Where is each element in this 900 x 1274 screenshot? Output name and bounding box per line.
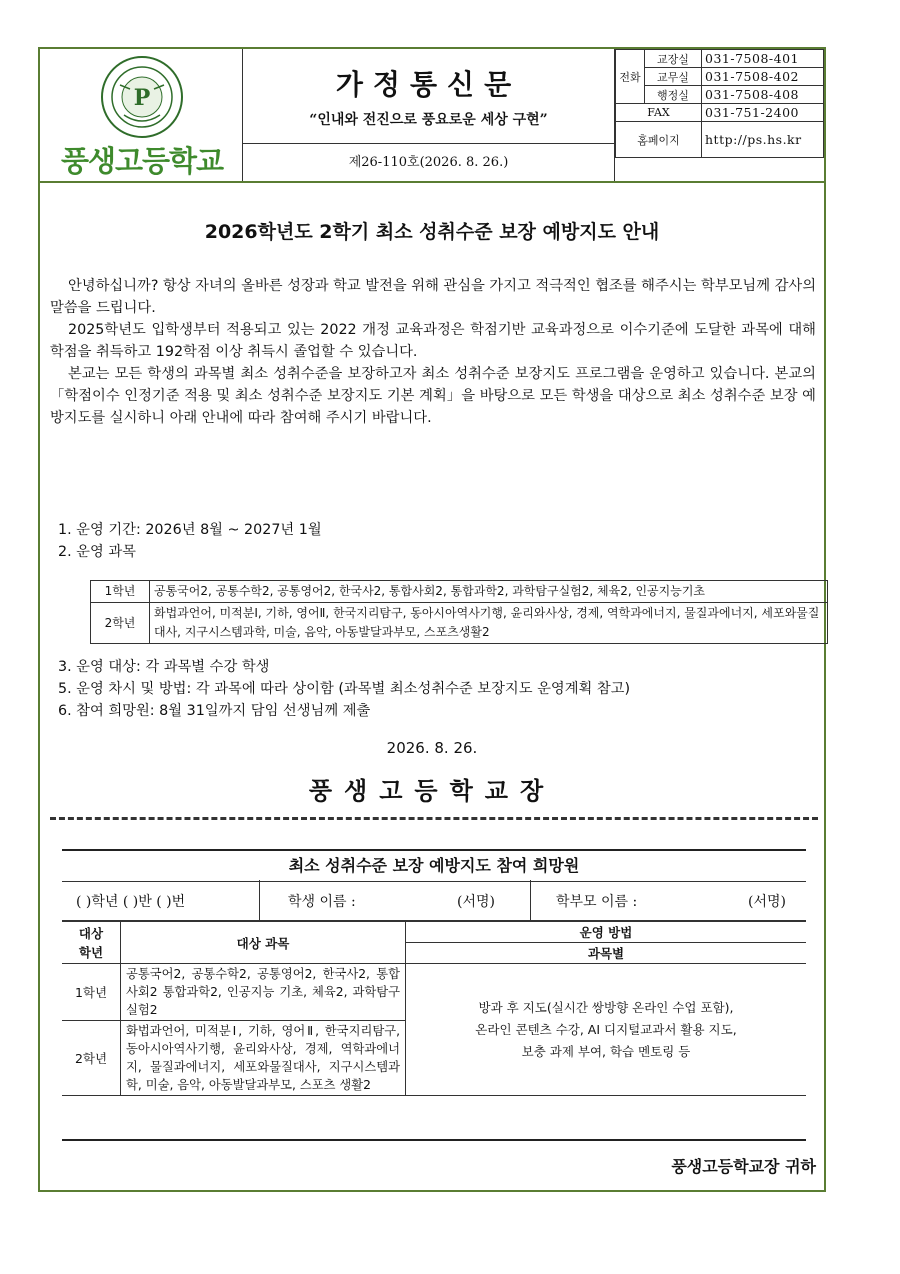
form-title: 최소 성취수준 보장 예방지도 참여 희망원 — [62, 849, 806, 882]
item-application: 6. 참여 희망원: 8월 31일까지 담임 선생님께 제출 — [58, 703, 371, 719]
student-info-row — [62, 880, 806, 921]
paragraph: 안녕하십니까? 항상 자녀의 올바른 성장과 학교 발전을 위해 관심을 가지고 적극적인 협조를 해주시는 학부모님께 감사의 말씀을 드립니다. — [50, 278, 816, 316]
method-header: 운영 방법 — [406, 922, 807, 943]
subjects-cell: 화법과언어, 미적분Ⅰ, 기하, 영어Ⅱ, 한국지리탐구, 동아시아역사기행, 윤리와사상, 경제, 역학과에너지, 물질과에너지, 세포와물질대사, 지구시스템과학, 미술, 음악, 아동발달과부모, 스포츠 생활2 — [121, 1021, 406, 1096]
subjects-cell: 공통국어2, 공통수학2, 공통영어2, 한국사2, 통합사회2 통합과학2, 인공지능 기초, 체육2, 과학탐구실험2 — [121, 964, 406, 1021]
notice-body — [50, 275, 816, 429]
logo-cell — [40, 49, 243, 181]
phone-label: 전화 — [616, 50, 645, 104]
notice-items-bottom — [58, 656, 630, 722]
paragraph: 2025학년도 입학생부터 적용되고 있는 2022 개정 교육과정은 학점기반 교육과정으로 이수기준에 도달한 과목에 대해 학점을 취득하고 192학점 이상 취득시 졸업할 수 있습니다. — [50, 322, 816, 360]
phone-number: 031-7508-408 — [702, 86, 824, 104]
application-table — [62, 921, 806, 1096]
class-number-field[interactable]: ( )학년 ( )반 ( )번 — [76, 894, 186, 910]
fax-label: FAX — [616, 104, 702, 122]
student-name-label: 학생 이름 : — [288, 894, 356, 910]
subjects-table — [90, 580, 828, 644]
office-label: 교장실 — [645, 50, 702, 68]
form-bottom-rule — [62, 1139, 806, 1141]
phone-number: 031-7508-402 — [702, 68, 824, 86]
homepage-label: 홈페이지 — [616, 122, 702, 158]
subject-header: 대상 과목 — [121, 922, 406, 964]
table-row — [62, 964, 806, 1021]
item-period: 1. 운영 기간: 2026년 8월 ~ 2027년 1월 — [58, 522, 322, 538]
svg-text:P: P — [133, 85, 151, 111]
cut-line — [50, 817, 818, 820]
newsletter-frame — [38, 47, 826, 1192]
grade-cell: 1학년 — [91, 581, 150, 603]
item-target: 3. 운영 대상: 각 과목별 수강 학생 — [58, 659, 270, 675]
grade-header-line: 학년 — [78, 944, 104, 960]
school-motto: “인내와 전진으로 풍요로운 세상 구현” — [309, 112, 548, 128]
grade-header — [62, 922, 121, 964]
homepage-link[interactable]: http://ps.hs.kr — [702, 122, 824, 158]
parent-name-label: 학부모 이름 : — [556, 894, 638, 910]
parent-sign-field[interactable]: (서명) — [748, 894, 786, 910]
item-method: 5. 운영 차시 및 방법: 각 과목에 따라 상이함 (과목별 최소성취수준 보장지도 운영계획 참고) — [58, 681, 631, 697]
issue-number: 제26-110호(2026. 8. 26.) — [243, 144, 615, 181]
subjects-cell: 화법과언어, 미적분Ⅰ, 기하, 영어Ⅱ, 한국지리탐구, 동아시아역사기행, 윤리와사상, 경제, 역학과에너지, 물질과에너지, 세포와물질대사, 지구시스템과학, 미술, 음악, 아동발달과부모, 스포츠생활2 — [150, 603, 828, 644]
grade-header-line: 대상 — [78, 925, 104, 941]
by-subject-header: 과목별 — [406, 943, 807, 964]
office-label: 교무실 — [645, 68, 702, 86]
phone-number: 031-7508-401 — [702, 50, 824, 68]
notice-title: 2026학년도 2학기 최소 성취수준 보장 예방지도 안내 — [204, 221, 660, 243]
notice-items-top — [58, 519, 322, 563]
paragraph: 본교는 모든 학생의 과목별 최소 성취수준을 보장하고자 최소 성취수준 보장지도 프로그램을 운영하고 있습니다. 본교의 「학점이수 인정기준 적용 및 최소 성취수준 보장지도 기본 계획」을 바탕으로 모든 학생을 대상으로 최소 성취수준 보장 예방지도를 실시하니 아래 안내에 따라 참여해 주시기 바랍니다. — [50, 366, 816, 426]
item-subjects: 2. 운영 과목 — [58, 544, 136, 560]
addressee: 풍생고등학교장 귀하 — [671, 1157, 816, 1176]
grade-cell: 1학년 — [62, 964, 121, 1021]
method-line: 방과 후 지도(실시간 쌍방향 온라인 수업 포함), — [478, 999, 734, 1015]
fax-number: 031-751-2400 — [702, 104, 824, 122]
letterhead — [40, 49, 824, 183]
method-line: 보충 과제 부여, 학습 멘토링 등 — [521, 1043, 691, 1059]
method-cell — [406, 964, 807, 1096]
student-sign-field[interactable]: (서명) — [457, 894, 495, 910]
table-row — [91, 581, 828, 603]
contact-table — [615, 49, 824, 181]
table-row — [91, 603, 828, 644]
newsletter-title: 가정통신문 — [335, 68, 522, 101]
school-name-logo: 풍생고등학교 — [60, 144, 224, 178]
notice-date: 2026. 8. 26. — [386, 739, 478, 757]
grade-cell: 2학년 — [62, 1021, 121, 1096]
subjects-cell: 공통국어2, 공통수학2, 공통영어2, 한국사2, 통합사회2, 통합과학2, 과학탐구실험2, 체육2, 인공지능기초 — [150, 581, 828, 603]
grade-cell: 2학년 — [91, 603, 150, 644]
school-emblem-icon — [100, 55, 184, 139]
title-cell — [243, 49, 615, 144]
method-line: 온라인 콘텐츠 수강, AI 디지털교과서 활용 지도, — [475, 1021, 737, 1037]
principal-signature: 풍생고등학교장 — [308, 777, 556, 805]
office-label: 행정실 — [645, 86, 702, 104]
